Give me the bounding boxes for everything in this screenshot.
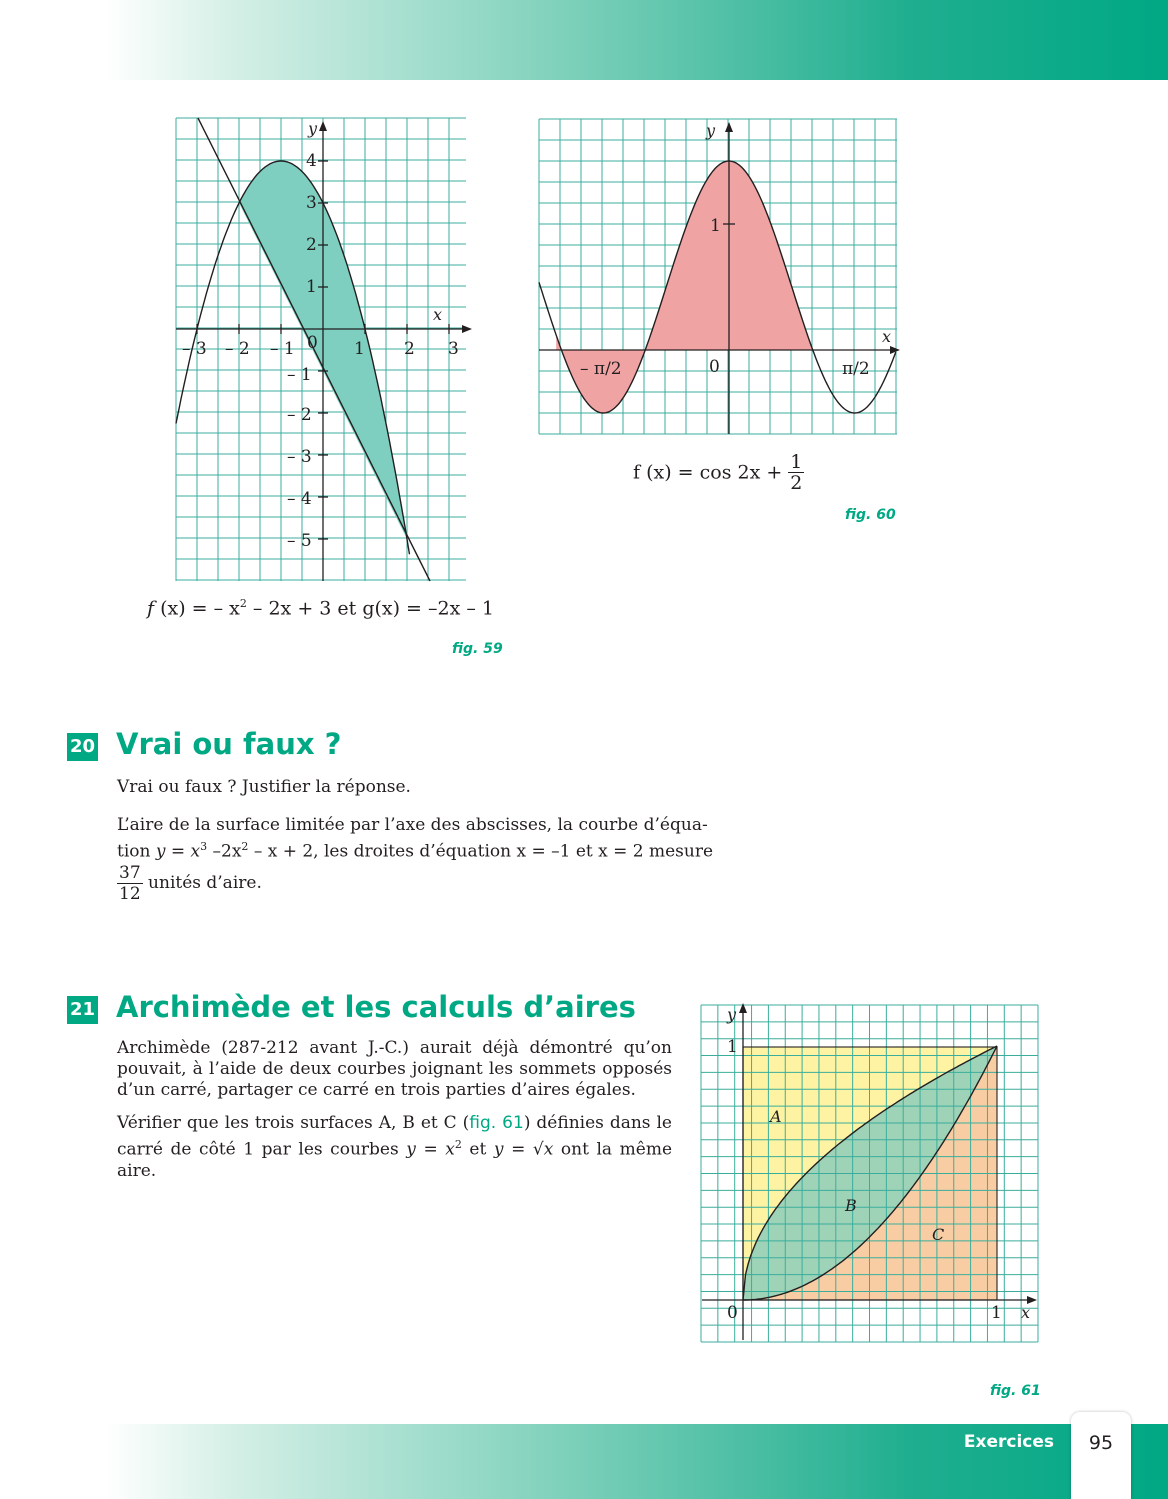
fig61-label-a: A bbox=[770, 1107, 782, 1126]
page-number-tab bbox=[1071, 1412, 1131, 1499]
fig59-y-label: y bbox=[308, 119, 318, 138]
fig59-ytick: – 4 bbox=[287, 489, 312, 509]
fig59-xtick: 1 bbox=[354, 339, 365, 359]
fig59-label: fig. 59 bbox=[452, 641, 503, 657]
fig60-tick-y: 1 bbox=[710, 216, 721, 236]
fig61-tick-y: 1 bbox=[727, 1037, 738, 1057]
fig59-ytick: 1 bbox=[306, 277, 317, 297]
fig59-caption-part1: (x) = – x bbox=[154, 597, 240, 620]
exercise20-instruction: Vrai ou faux ? Justifier la réponse. bbox=[117, 777, 411, 797]
fig61-reference-link[interactable]: fig. 61 bbox=[469, 1113, 524, 1133]
page-number: 95 bbox=[1088, 1432, 1114, 1454]
fig59-ytick: – 2 bbox=[287, 405, 312, 425]
fig60-tick-zero: 0 bbox=[709, 357, 720, 377]
fig60-caption-fraction bbox=[788, 452, 804, 493]
header-band bbox=[0, 0, 1168, 80]
exercise20-number: 20 bbox=[67, 733, 98, 761]
fig59-ytick: – 5 bbox=[287, 531, 312, 551]
exercise20-line3: $\frac{37}{12}$ unités d’aire. bbox=[119, 862, 262, 904]
fig59-xtick: 2 bbox=[404, 339, 415, 359]
fig59-ytick: 4 bbox=[306, 151, 317, 171]
exercise20-body bbox=[117, 777, 787, 904]
fig60-y-arrow bbox=[725, 122, 733, 132]
fig60-graph bbox=[530, 110, 910, 440]
fig59-x-arrow bbox=[462, 325, 472, 333]
fig60-caption-num: 1 bbox=[790, 451, 803, 473]
fig59-xtick: – 1 bbox=[270, 339, 295, 359]
fig59-origin: 0 bbox=[307, 333, 318, 353]
fig59-xtick: 3 bbox=[448, 339, 459, 359]
fig61-label-c: C bbox=[932, 1225, 945, 1244]
fig59-ytick: – 1 bbox=[287, 365, 312, 385]
fig60-label: fig. 60 bbox=[845, 507, 896, 523]
fig59-ytick: 2 bbox=[306, 235, 317, 255]
fig59-ytick: – 3 bbox=[287, 447, 312, 467]
fig61-origin: 0 bbox=[727, 1303, 738, 1323]
fig61-label: fig. 61 bbox=[990, 1383, 1041, 1399]
fig60-caption-left: f (x) = cos 2x + bbox=[633, 461, 783, 484]
exercise21-para1: Archimède (287-212 avant J.-C.) aurait déjà démontré qu’on pouvait, à l’aide de deux courbes joignant les sommets opposés d’un carré, partager ce carré en trois parties d’aires égales. bbox=[117, 1038, 672, 1100]
fig61-grid bbox=[701, 1005, 1038, 1342]
exercise20-line2: tion $y = x^3$ $-2x^2 - x + 2$, les droites d’équation x = –1 et x = 2 mesure bbox=[117, 840, 714, 862]
fig59-xtick: – 3 bbox=[182, 339, 207, 359]
fig59-caption bbox=[147, 597, 494, 619]
fig61-tick-x: 1 bbox=[991, 1303, 1002, 1323]
fig60-tick-pos: π/2 bbox=[842, 359, 870, 379]
fig60-caption bbox=[633, 452, 804, 493]
exercise21-body bbox=[117, 1038, 672, 1182]
fig59-xtick: – 2 bbox=[225, 339, 250, 359]
fig60-y-label: y bbox=[706, 121, 716, 140]
exercise20-fraction: $\frac{37}{12}$ bbox=[119, 862, 141, 904]
footer-section-label: Exercices bbox=[963, 1432, 1054, 1452]
fig59-caption-exp: 2 bbox=[239, 597, 247, 610]
fig61-graph bbox=[695, 998, 1045, 1348]
fig59-y-arrow bbox=[319, 121, 327, 131]
fig61-y-label: y bbox=[727, 1005, 737, 1024]
fig61-label-b: B bbox=[845, 1196, 857, 1215]
exercise20-line1: L’aire de la surface limitée par l’axe des abscisses, la courbe d’équa- bbox=[117, 815, 708, 835]
fig59-caption-f: f bbox=[147, 597, 155, 620]
exercise21-title: Archimède et les calculs d’aires bbox=[116, 990, 636, 1024]
fig60-caption-den: 2 bbox=[790, 472, 803, 494]
fig59-x-label: x bbox=[433, 305, 443, 324]
exercise20-title: Vrai ou faux ? bbox=[116, 727, 342, 761]
exercise21-para2: Vérifier que les trois surfaces A, B et C (fig. 61) définies dans le carré de côté 1 par les courbes $y = x^2$ et y = √x ont la même aire. bbox=[117, 1113, 672, 1181]
fig60-tick-neg: – π/2 bbox=[580, 359, 622, 379]
fig61-x-label: x bbox=[1021, 1303, 1031, 1322]
fig59-graph bbox=[160, 110, 490, 595]
fig60-x-label: x bbox=[882, 327, 892, 346]
fig59-ytick: 3 bbox=[306, 193, 317, 213]
fig59-caption-part2: – 2x + 3 et g(x) = –2x – 1 bbox=[246, 597, 494, 620]
exercise21-number: 21 bbox=[67, 996, 98, 1024]
